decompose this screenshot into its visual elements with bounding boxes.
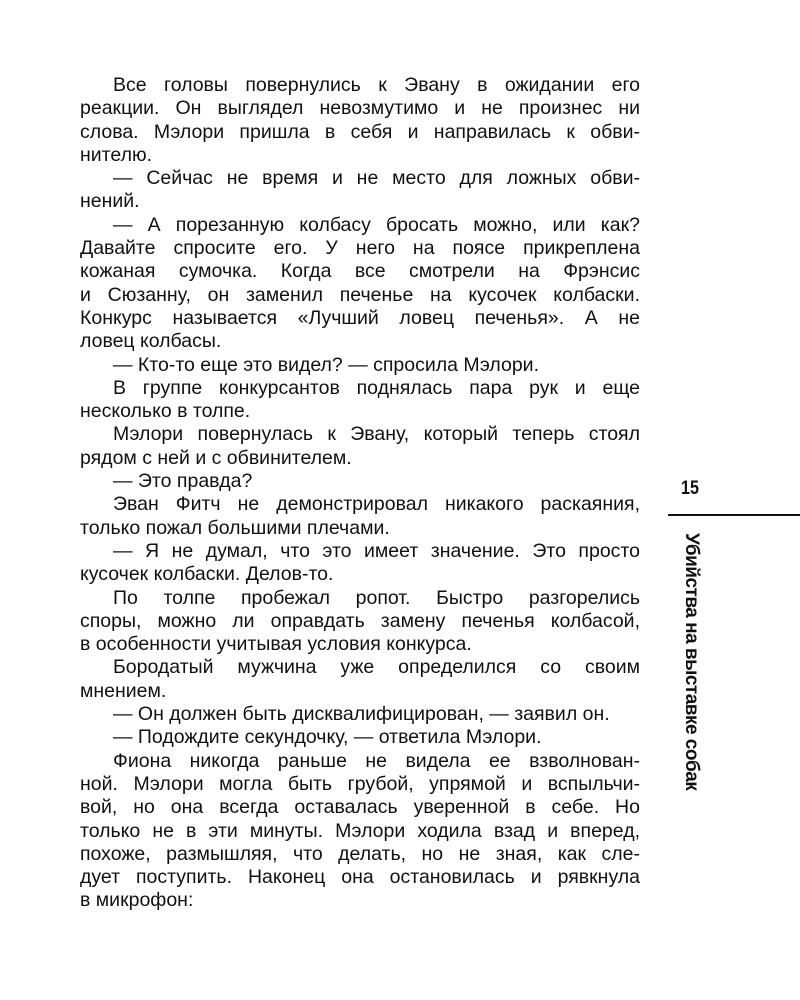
text-line: похоже, размышляя, что делать, но не зная, как сле- [80, 842, 640, 865]
text-line: — Я не думал, что это имеет значение. Это просто [113, 539, 640, 562]
text-line: Эван Фитч не демонстрировал никакого раскаяния, [113, 493, 640, 516]
text-line: Все головы повернулись к Эвану в ожидании его [113, 74, 640, 96]
text-line: вой, но она всегда оставалась уверенной в себе. Но [80, 796, 640, 819]
text-line: Конкурс называется «Лучший ловец печенья». А не [80, 306, 640, 329]
text-line: несколько в толпе. [80, 400, 251, 423]
page-number: 15 [681, 478, 699, 499]
body-text [80, 74, 640, 913]
text-line: в микрофон: [80, 889, 194, 912]
text-line: В группе конкурсантов поднялась пара рук и еще [113, 376, 640, 399]
text-line: нений. [80, 190, 140, 213]
text-line: — Это правда? [113, 470, 253, 493]
text-line: — Сейчас не время и не место для ложных обви- [113, 167, 640, 190]
text-line: Фиона никогда раньше не видела ее взволнован- [113, 749, 640, 772]
text-line: в особенности учитывая условия конкурса. [80, 633, 472, 656]
text-line: ловец колбасы. [80, 330, 222, 353]
header-rule [668, 514, 800, 516]
text-line: Мэлори повернулась к Эвану, который теперь стоял [113, 423, 640, 446]
text-line: реакции. Он выглядел невозмутимо и не произнес ни [80, 97, 640, 120]
text-line: споры, можно ли оправдать замену печенья колбасой, [80, 609, 640, 632]
text-line: — Он должен быть дисквалифицирован, — заявил он. [113, 703, 610, 726]
text-line: — А порезанную колбасу бросать можно, или как? [113, 213, 640, 236]
text-line: ной. Мэлори могла быть грубой, упрямой и вспыльчи- [80, 772, 640, 795]
running-title [680, 533, 704, 791]
text-line: только пожал большими плечами. [80, 516, 390, 539]
text-line: — Кто-то еще это видел? — спросила Мэлори. [113, 353, 539, 376]
text-line: кожаная сумочка. Когда все смотрели на Фрэнсис [80, 260, 640, 283]
running-title-text: Убийства на выставке собак [681, 533, 702, 791]
text-line: По толпе пробежал ропот. Быстро разгорелись [113, 586, 640, 609]
text-line: — Подождите секундочку, — ответила Мэлори. [113, 726, 542, 749]
text-line: рядом с ней и с обвинителем. [80, 446, 352, 469]
text-line: дует поступить. Наконец она остановилась и рявкнула [80, 866, 640, 889]
text-line: Давайте спросите его. У него на поясе прикреплена [80, 237, 640, 260]
text-line: только не в эти минуты. Мэлори ходила взад и вперед, [80, 819, 640, 842]
text-line: слова. Мэлори пришла в себя и направилась к обви- [80, 120, 640, 143]
text-line: и Сюзанну, он заменил печенье на кусочек колбаски. [80, 283, 640, 306]
text-line: Бородатый мужчина уже определился со своим [113, 656, 640, 679]
text-line: мнением. [80, 679, 167, 702]
text-line: кусочек колбаски. Делов-то. [80, 563, 334, 586]
text-line: нителю. [80, 143, 152, 166]
